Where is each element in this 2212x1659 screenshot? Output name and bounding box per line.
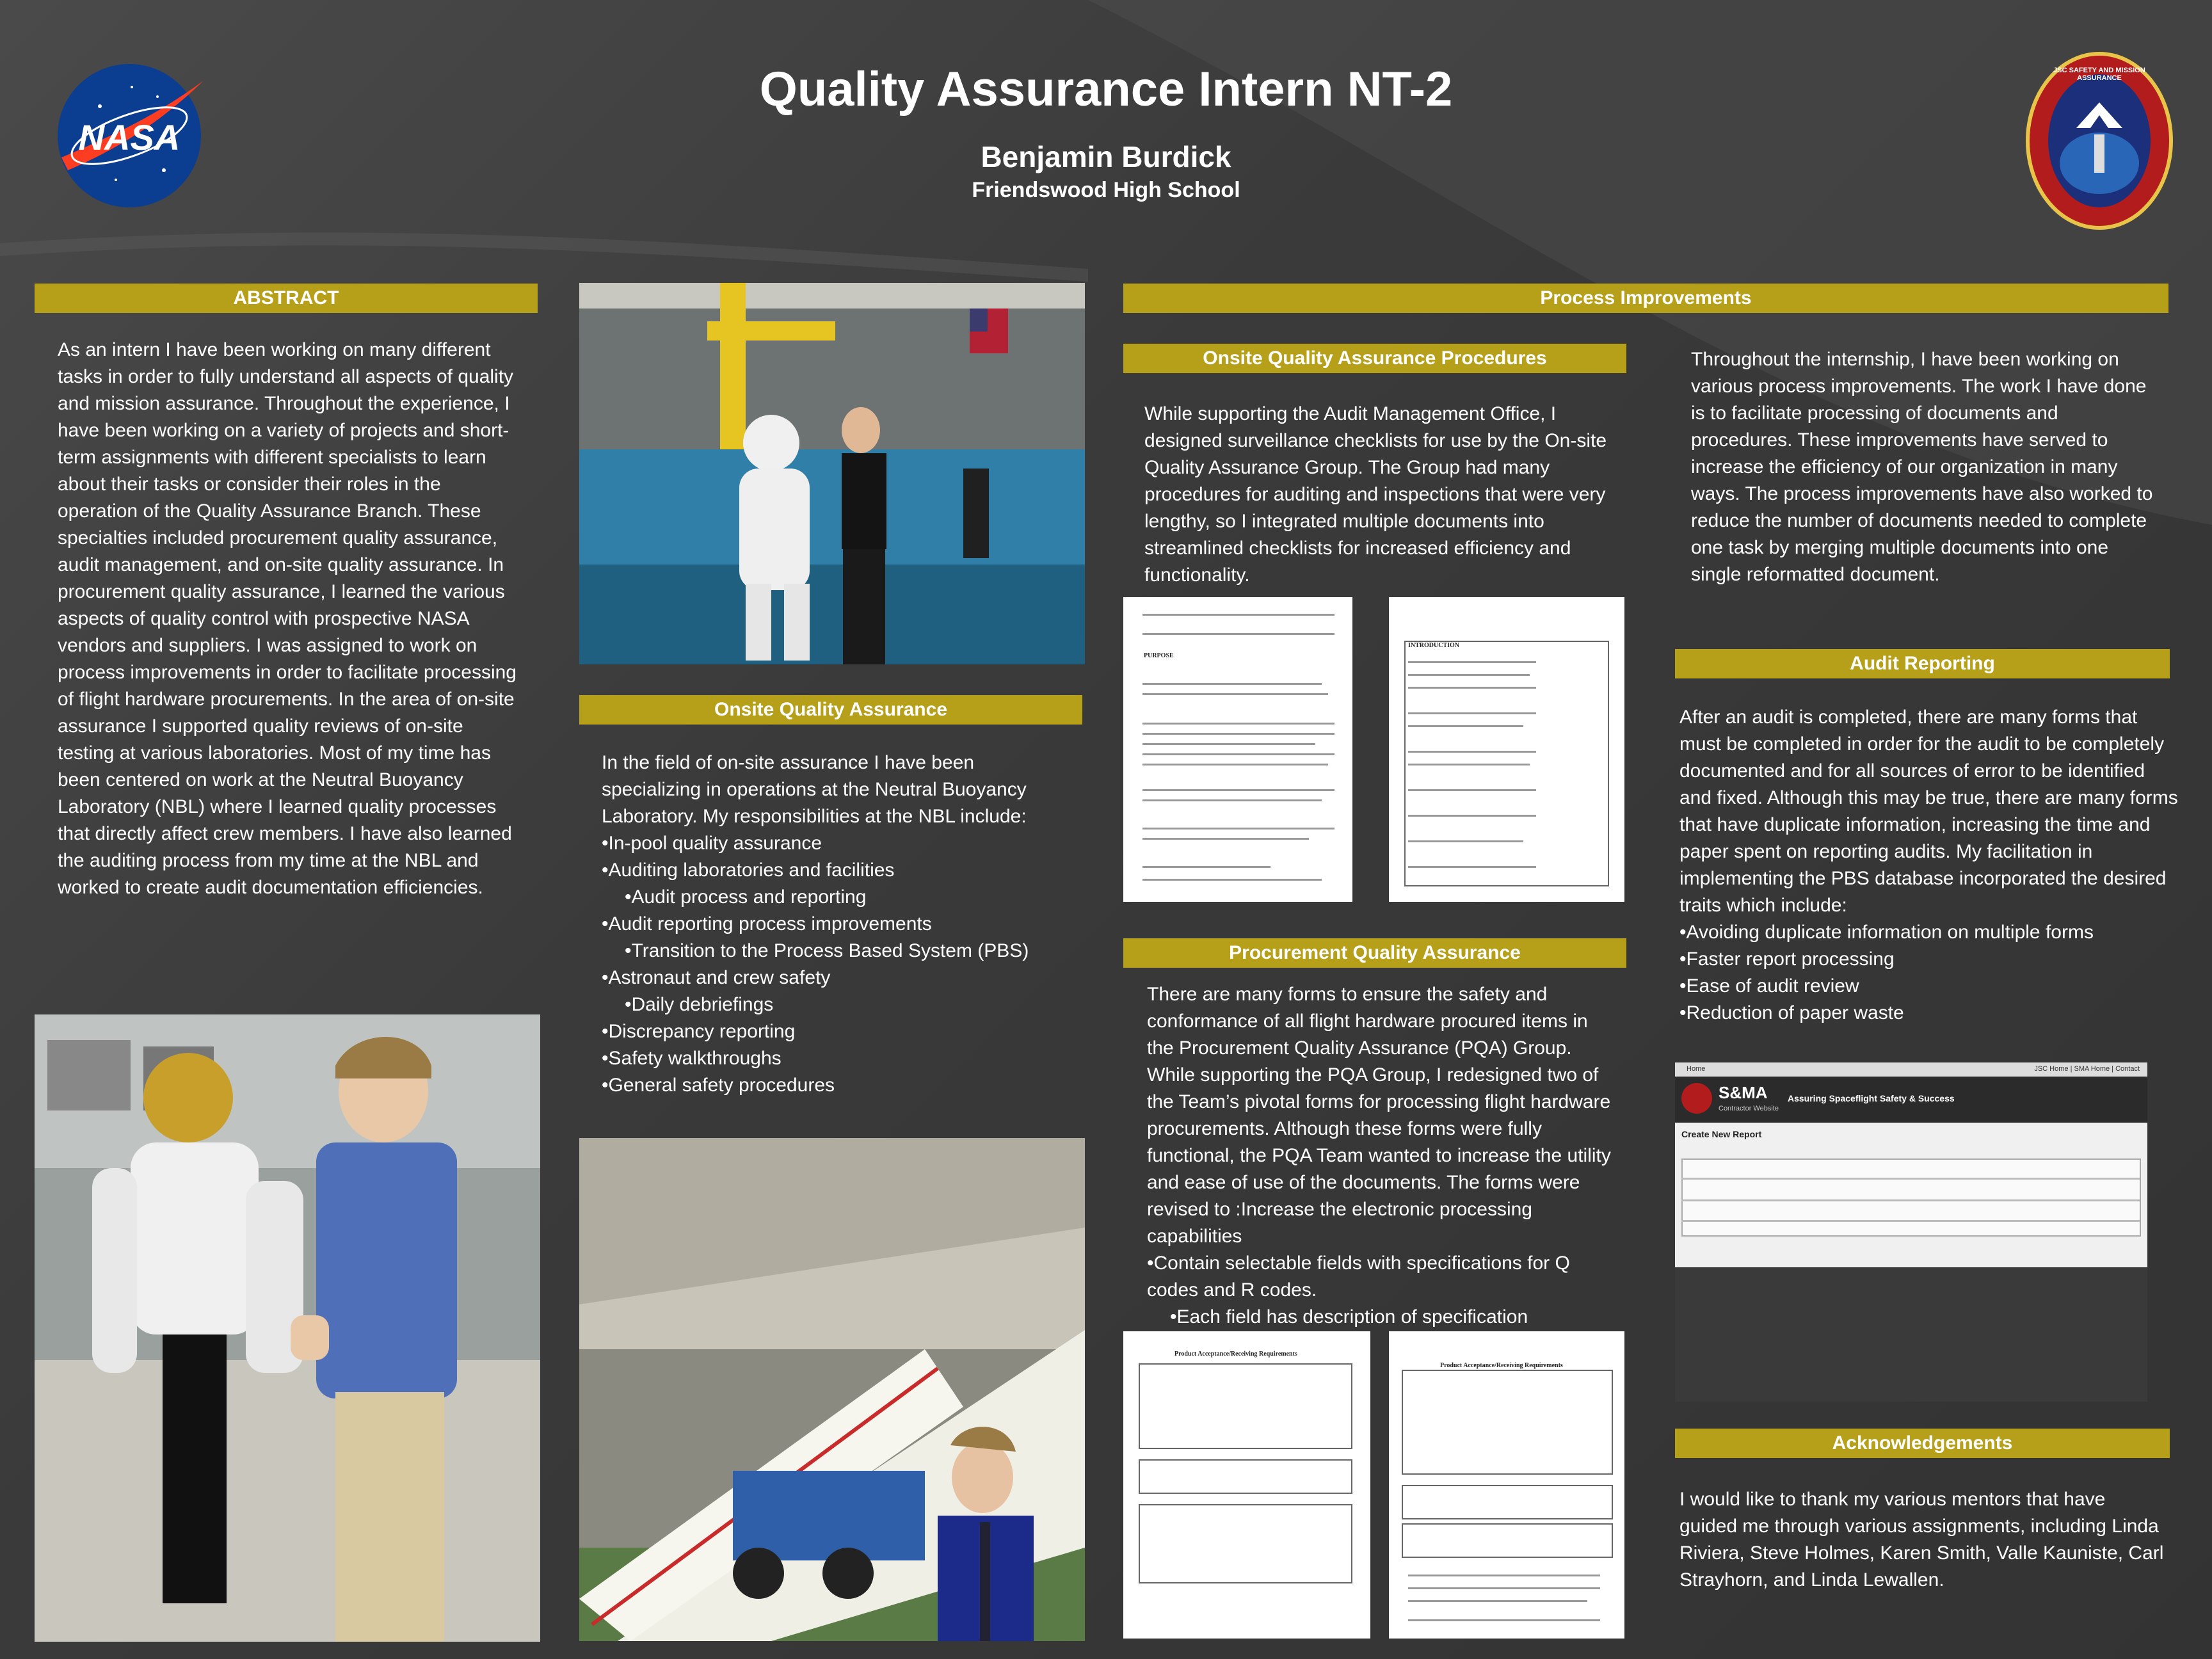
onsite-qa-item-4: •Audit reporting process improvements bbox=[602, 913, 932, 934]
audit-reporting-item-3: •Ease of audit review bbox=[1679, 975, 1859, 997]
website-top-links: JSC Home | SMA Home | Contact bbox=[2034, 1065, 2140, 1073]
doc-table bbox=[1139, 1504, 1352, 1583]
onsite-qa-item-1: •In-pool quality assurance bbox=[602, 833, 822, 854]
website-form-title: Create New Report bbox=[1681, 1129, 1762, 1139]
onsite-procedures-heading: Onsite Quality Assurance Procedures bbox=[1123, 344, 1626, 373]
doc-line bbox=[1142, 866, 1270, 868]
rocket-photo bbox=[579, 1138, 1085, 1641]
doc-line bbox=[1408, 712, 1536, 714]
acknowledgements-heading: Acknowledgements bbox=[1675, 1429, 2170, 1458]
doc-line bbox=[1142, 683, 1322, 685]
doc-line bbox=[1408, 789, 1536, 791]
doc-line bbox=[1142, 799, 1322, 801]
doc-line bbox=[1408, 751, 1536, 753]
doc-line bbox=[1408, 866, 1536, 868]
audit-reporting-body bbox=[1679, 704, 2179, 1027]
checklist-document-image bbox=[1389, 597, 1624, 902]
website-tagline: Assuring Spaceflight Safety & Success bbox=[1788, 1093, 1955, 1103]
doc-line bbox=[1142, 764, 1328, 765]
onsite-qa-item-9: •Safety walkthroughs bbox=[602, 1048, 781, 1069]
checklist-doc-section: INTRODUCTION bbox=[1408, 642, 1460, 649]
process-improvements-heading: Process Improvements bbox=[1123, 284, 2168, 313]
doc-line bbox=[1142, 693, 1328, 695]
doc-line bbox=[1408, 764, 1530, 765]
onsite-qa-item-8: •Discrepancy reporting bbox=[602, 1021, 796, 1042]
onsite-qa-item-3: •Audit process and reporting bbox=[625, 886, 867, 908]
doc-line bbox=[1408, 840, 1523, 842]
acknowledgements-body: I would like to thank my various mentors that have guided me through various assignments, including Linda Riviera, Steve Holmes, Karen Smith, Valle Kauniste, Carl Strayhorn, and Linda Lewallen. bbox=[1679, 1489, 2164, 1591]
audit-reporting-text: After an audit is completed, there are many forms that must be completed in order for the audit to be completely documented and for all sources of error to be identified and fixed. Although this may be true, there are many forms that have duplicate information, increasing the time and paper spent on reporting audits. My facilitation in implementing the PBS database incorporated the desired traits which include: bbox=[1679, 707, 2178, 916]
doc-line bbox=[1142, 614, 1334, 616]
procurement-form-title: Product Acceptance/Receiving Requirements bbox=[1174, 1350, 1297, 1358]
author-name: Benjamin Burdick bbox=[981, 140, 1231, 173]
website-brand-sub: Contractor Website bbox=[1719, 1105, 1779, 1112]
form-row-line bbox=[1681, 1199, 2140, 1201]
procurement-qa-heading: Procurement Quality Assurance bbox=[1123, 938, 1626, 968]
procurement-qa-text: There are many forms to ensure the safety and conformance of all flight hardware procured items in the Procurement Quality Assurance (PQA) Group. While supporting the PQA Group, I redesigned two of the Team’s pivotal forms for processing flight hardware procurements. Although these forms were fully functional, the PQA Team wanted to increase the utility and ease of use of the documents. The forms were revised to :Increase the electronic processing capabilities bbox=[1147, 984, 1611, 1247]
website-brand: S&MA bbox=[1719, 1083, 1768, 1102]
sma-logo-text: JSC SAFETY AND MISSION ASSURANCE bbox=[2053, 67, 2145, 82]
onsite-qa-item-2: •Auditing laboratories and facilities bbox=[602, 860, 895, 881]
doc-table bbox=[1139, 1363, 1352, 1449]
form-row-line bbox=[1681, 1178, 2140, 1180]
procurement-qa-item-1: •Contain selectable fields with specifications for Q codes and R codes. bbox=[1147, 1253, 1570, 1301]
onsite-qa-body bbox=[602, 749, 1075, 1099]
onsite-procedures-body: While supporting the Audit Management Office, I designed surveillance checklists for use by the On-site Quality Assurance Group. The Group had many procedures for auditing and inspections that were very lengthy, so I integrated multiple documents into streamlined checklists for increased efficiency and functionality. bbox=[1144, 403, 1607, 586]
nbl-pool-photo bbox=[579, 283, 1085, 664]
doc-line bbox=[1142, 879, 1322, 881]
onsite-qa-item-7: •Daily debriefings bbox=[625, 994, 774, 1015]
robonaut-photo bbox=[35, 1014, 540, 1642]
nasa-logo-text: NASA bbox=[78, 117, 180, 157]
procedure-doc-heading: PURPOSE bbox=[1144, 652, 1174, 659]
doc-line bbox=[1142, 723, 1334, 725]
procurement-qa-body bbox=[1147, 981, 1614, 1331]
website-banner bbox=[1675, 1077, 2147, 1123]
doc-table bbox=[1402, 1523, 1613, 1558]
school-name: Friendswood High School bbox=[972, 178, 1240, 202]
procurement-form-image-1 bbox=[1123, 1331, 1370, 1639]
procedure-document-image bbox=[1123, 597, 1352, 902]
doc-line bbox=[1142, 633, 1334, 635]
doc-line bbox=[1142, 753, 1334, 755]
doc-line bbox=[1142, 838, 1309, 840]
form-row-line bbox=[1681, 1220, 2140, 1222]
process-improvements-body: Throughout the internship, I have been working on various process improvements. The work I have done is to facilitate processing of documents and procedures. These improvements have served to increase the efficiency of our organization in many ways. The process improvements have also worked to reduce the number of documents needed to complete one task by merging multiple documents into one single reformatted document. bbox=[1691, 349, 2153, 585]
poster-title: Quality Assurance Intern NT-2 bbox=[759, 62, 1453, 116]
audit-reporting-item-1: •Avoiding duplicate information on multiple forms bbox=[1679, 922, 2094, 943]
website-nav-bar bbox=[1675, 1062, 2147, 1077]
abstract-body: As an intern I have been working on many different tasks in order to fully understand all aspects of quality and mission assurance. Throughout the experience, I have been working on a variety of projects and short-term assignments with different specialists to learn about their tasks or consider their roles in the operation of the Quality Assurance Branch. These specialties included procurement quality assurance, audit management, and on-site quality assurance. In procurement quality assurance, I learned the various aspects of quality control with prospective NASA vendors and suppliers. I was assigned to work on process improvements in order to facilitate processing of flight hardware procurements. In the area of on-site assurance I supported quality reviews of on-site testing at various laboratories. Most of my time has been centered on work at the Neutral Buoyancy Laboratory (NBL) where I learned quality processes that directly affect crew members. I have also learned the auditing process from my time at the NBL and worked to create audit documentation efficiencies. bbox=[58, 339, 517, 898]
doc-line bbox=[1408, 1600, 1587, 1602]
onsite-qa-item-10: •General safety procedures bbox=[602, 1075, 835, 1096]
procurement-form-image-2 bbox=[1389, 1331, 1624, 1639]
doc-line bbox=[1408, 687, 1536, 689]
audit-reporting-heading: Audit Reporting bbox=[1675, 649, 2170, 678]
doc-table bbox=[1402, 1370, 1613, 1475]
doc-line bbox=[1408, 674, 1530, 676]
doc-line bbox=[1408, 661, 1536, 663]
audit-reporting-item-4: •Reduction of paper waste bbox=[1679, 1002, 1904, 1023]
doc-line bbox=[1142, 789, 1334, 791]
doc-line bbox=[1408, 725, 1523, 727]
onsite-qa-intro: In the field of on-site assurance I have been specializing in operations at the Neutral Buoyancy Laboratory. My responsibilities at the NBL include: bbox=[602, 752, 1027, 827]
doc-line bbox=[1408, 1575, 1600, 1576]
doc-table bbox=[1402, 1485, 1613, 1519]
doc-table bbox=[1139, 1459, 1352, 1494]
procurement-qa-item-2: •Each field has description of specification bbox=[1170, 1306, 1528, 1327]
onsite-qa-heading: Onsite Quality Assurance bbox=[579, 695, 1082, 725]
website-brand-logo-icon bbox=[1681, 1083, 1712, 1114]
doc-line bbox=[1142, 743, 1315, 745]
doc-line bbox=[1142, 733, 1334, 735]
pbs-website-screenshot bbox=[1675, 1062, 2147, 1402]
doc-line bbox=[1142, 828, 1334, 830]
onsite-qa-item-6: •Astronaut and crew safety bbox=[602, 967, 831, 988]
doc-line bbox=[1408, 815, 1536, 817]
procurement-form-title: Product Acceptance/Receiving Requirements bbox=[1440, 1362, 1563, 1369]
website-footer bbox=[1675, 1267, 2147, 1402]
audit-reporting-item-2: •Faster report processing bbox=[1679, 949, 1895, 970]
doc-line bbox=[1408, 1587, 1600, 1589]
abstract-heading: ABSTRACT bbox=[35, 284, 538, 313]
doc-line bbox=[1408, 1619, 1600, 1621]
onsite-qa-item-5: •Transition to the Process Based System (PBS) bbox=[625, 940, 1029, 961]
website-form-table bbox=[1681, 1158, 2141, 1237]
website-home-link: Home bbox=[1687, 1065, 1706, 1073]
